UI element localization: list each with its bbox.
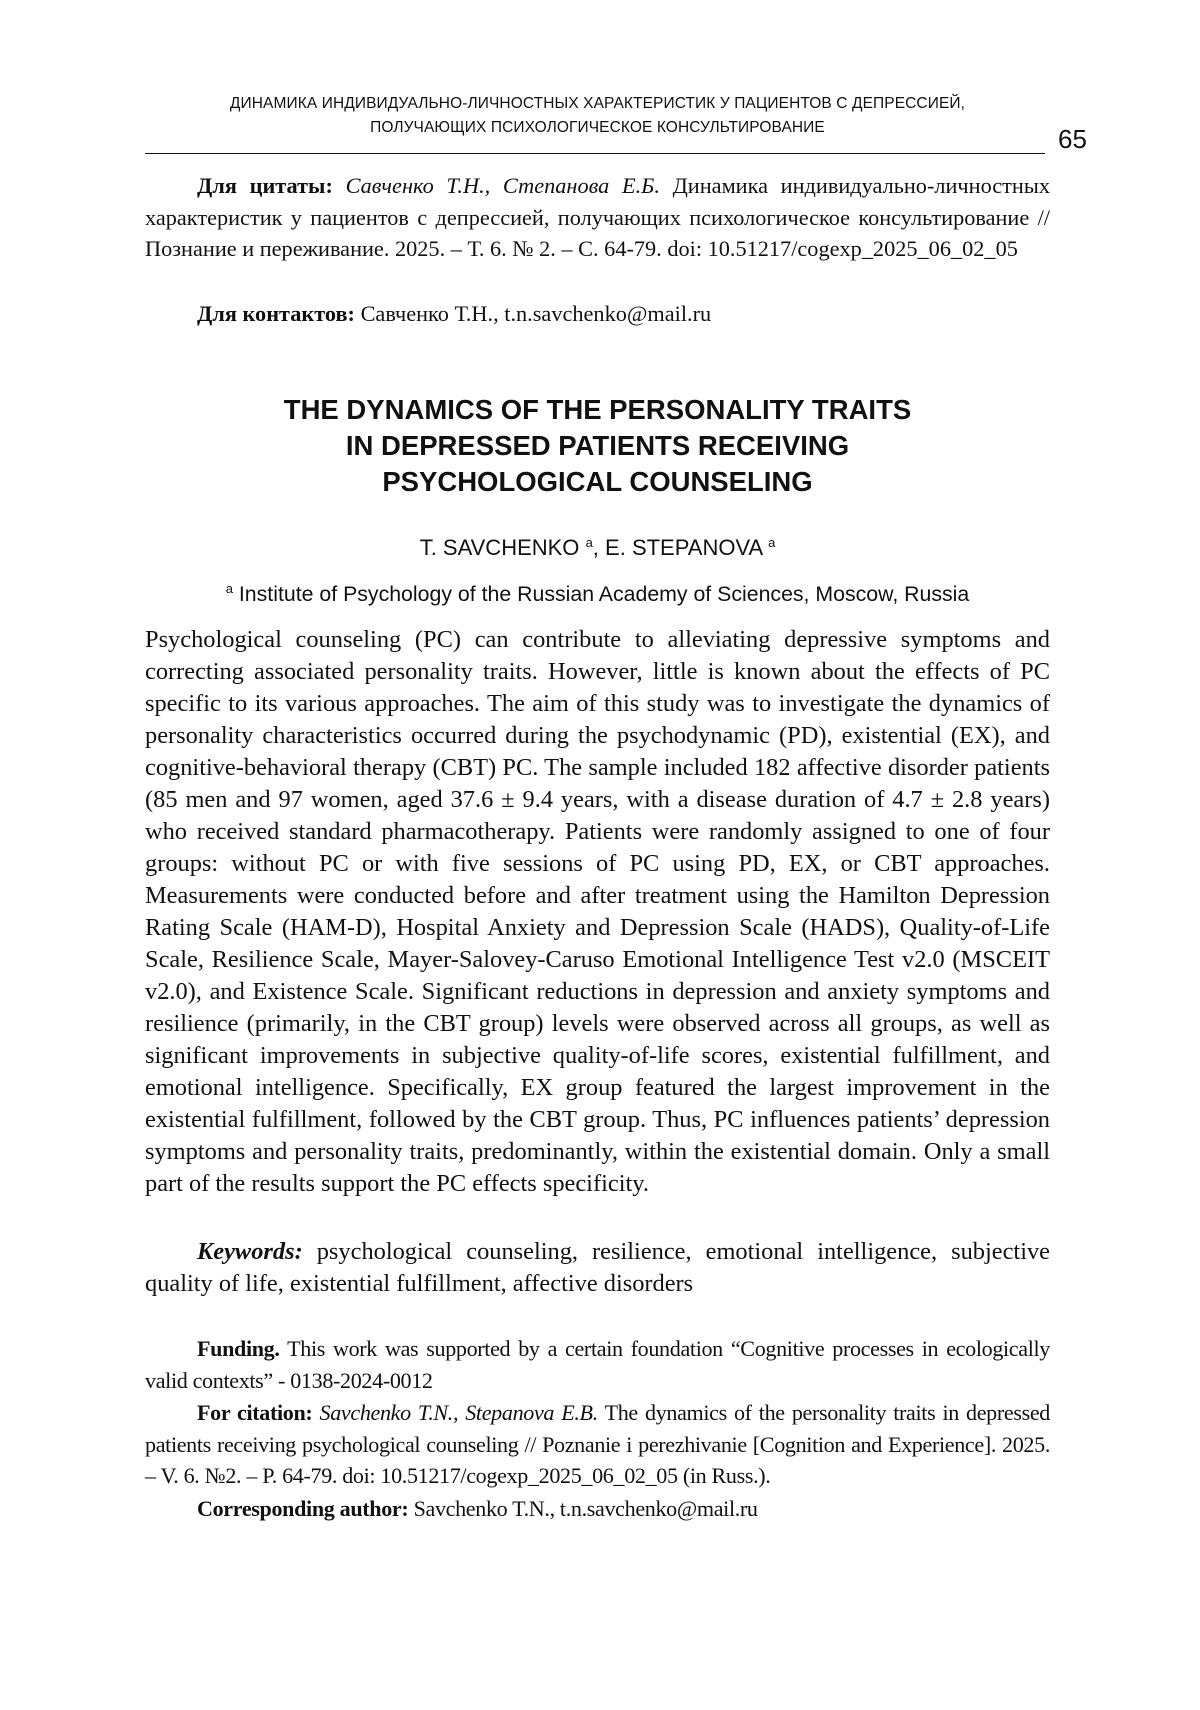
- ru-contacts: [145, 298, 1050, 330]
- article-title: [145, 392, 1050, 500]
- en-citation-text: The dynamics of the personality traits in depressed patients receiving psychological counseling // Poznanie i perezhivanie [Cognition and Experience]. 2025. – V. 6. №2. – P. 64-79. doi: 10.51217/cogexp_2025_06_02_05 (in Russ.).: [145, 1400, 1050, 1488]
- ru-citation-authors: Савченко Т.Н., Степанова Е.Б.: [345, 173, 660, 198]
- keywords-label: Keywords:: [197, 1238, 303, 1265]
- running-head-line-2: ПОЛУЧАЮЩИХ ПСИХОЛОГИЧЕСКОЕ КОНСУЛЬТИРОВАНИЕ: [370, 119, 825, 136]
- article-title-line-2: IN DEPRESSED PATIENTS RECEIVING: [345, 430, 850, 461]
- author-2: E. STEPANOVA: [605, 535, 762, 560]
- en-citation-label: For citation:: [197, 1400, 313, 1425]
- article-title-line-1: THE DYNAMICS OF THE PERSONALITY TRAITS: [283, 394, 912, 425]
- ru-contacts-label: Для контактов:: [197, 301, 355, 326]
- author-1: T. SAVCHENKO: [419, 535, 580, 560]
- running-head-line-1: ДИНАМИКА ИНДИВИДУАЛЬНО-ЛИЧНОСТНЫХ ХАРАКТЕРИСТИК У ПАЦИЕНТОВ С ДЕПРЕССИЕЙ,: [229, 95, 966, 112]
- article-title-line-3: PSYCHOLOGICAL COUNSELING: [382, 466, 813, 497]
- funding-text: This work was supported by a certain foundation “Cognitive processes in ecologically valid contexts” - 0138-2024-0012: [145, 1336, 1050, 1393]
- ru-citation-label: Для цитаты:: [197, 173, 333, 198]
- page-number: 65: [1058, 124, 1087, 154]
- ru-contacts-text: Савченко Т.Н., t.n.savchenko@mail.ru: [360, 301, 712, 326]
- author-separator: ,: [592, 535, 599, 560]
- affiliation-mark: a: [225, 581, 233, 596]
- affiliation: [145, 579, 1050, 609]
- funding: [145, 1333, 1050, 1396]
- author-2-affiliation-mark: a: [768, 535, 776, 550]
- keywords: [145, 1236, 1050, 1300]
- ru-citation: [145, 170, 1050, 265]
- en-contacts-label: Corresponding author:: [197, 1496, 409, 1521]
- en-contacts: [145, 1493, 1050, 1525]
- en-citation: [145, 1397, 1050, 1492]
- en-citation-authors: Savchenko T.N., Stepanova E.B.: [319, 1400, 598, 1425]
- abstract: Psychological counseling (PC) can contribute to alleviating depressive symptoms and correcting associated personality traits. However, little is known about the effects of PC specific to its various approaches. The aim of this study was to investigate the dynamics of personality characteristics occurred during the psychodynamic (PD), existential (EX), and cognitive-behavioral therapy (CBT) PC. The sample included 182 affective disorder patients (85 men and 97 women, aged 37.6 ± 9.4 years, with a disease duration of 4.7 ± 2.8 years) who received standard pharmacotherapy. Patients were randomly assigned to one of four groups: without PC or with five sessions of PC using PD, EX, or CBT approaches. Measurements were conducted before and after treatment using the Hamilton Depression Rating Scale (HAM-D), Hospital Anxiety and Depression Scale (HADS), Quality-of-Life Scale, Resilience Scale, Mayer-Salovey-Caruso Emotional Intelligence Test v2.0 (MSCEIT v2.0), and Existence Scale. Significant reductions in depression and anxiety symptoms and resilience (primarily, in the CBT group) levels were observed across all groups, as well as significant improvements in subjective quality-of-life scores, existential fulfillment, and emotional intelligence. Specifically, EX group featured the largest improvement in the existential fulfillment, followed by the CBT group. Thus, PC influences patients’ depression symptoms and personality traits, predominantly, within the existential domain. Only a small part of the results support the PC effects specificity.: [145, 626, 1050, 1197]
- en-contacts-text: Savchenko T.N., t.n.savchenko@mail.ru: [413, 1496, 758, 1521]
- running-head: [145, 92, 1050, 140]
- author-1-affiliation-mark: a: [585, 535, 593, 550]
- affiliation-text: Institute of Psychology of the Russian Academy of Sciences, Moscow, Russia: [238, 582, 970, 606]
- authors: [145, 533, 1050, 563]
- keywords-text: psychological counseling, resilience, emotional intelligence, subjective quality of life, existential fulfillment, affective disorders: [145, 1238, 1050, 1297]
- funding-label: Funding.: [197, 1336, 280, 1361]
- ru-citation-text: Динамика индивидуально-личностных характеристик у пациентов с депрессией, получающих психологическое консультирование // Познание и переживание. 2025. – Т. 6. № 2. – С. 64-79. doi: 10.51217/cogexp_2025_06_02_05: [145, 173, 1050, 261]
- header-rule: [145, 153, 1045, 154]
